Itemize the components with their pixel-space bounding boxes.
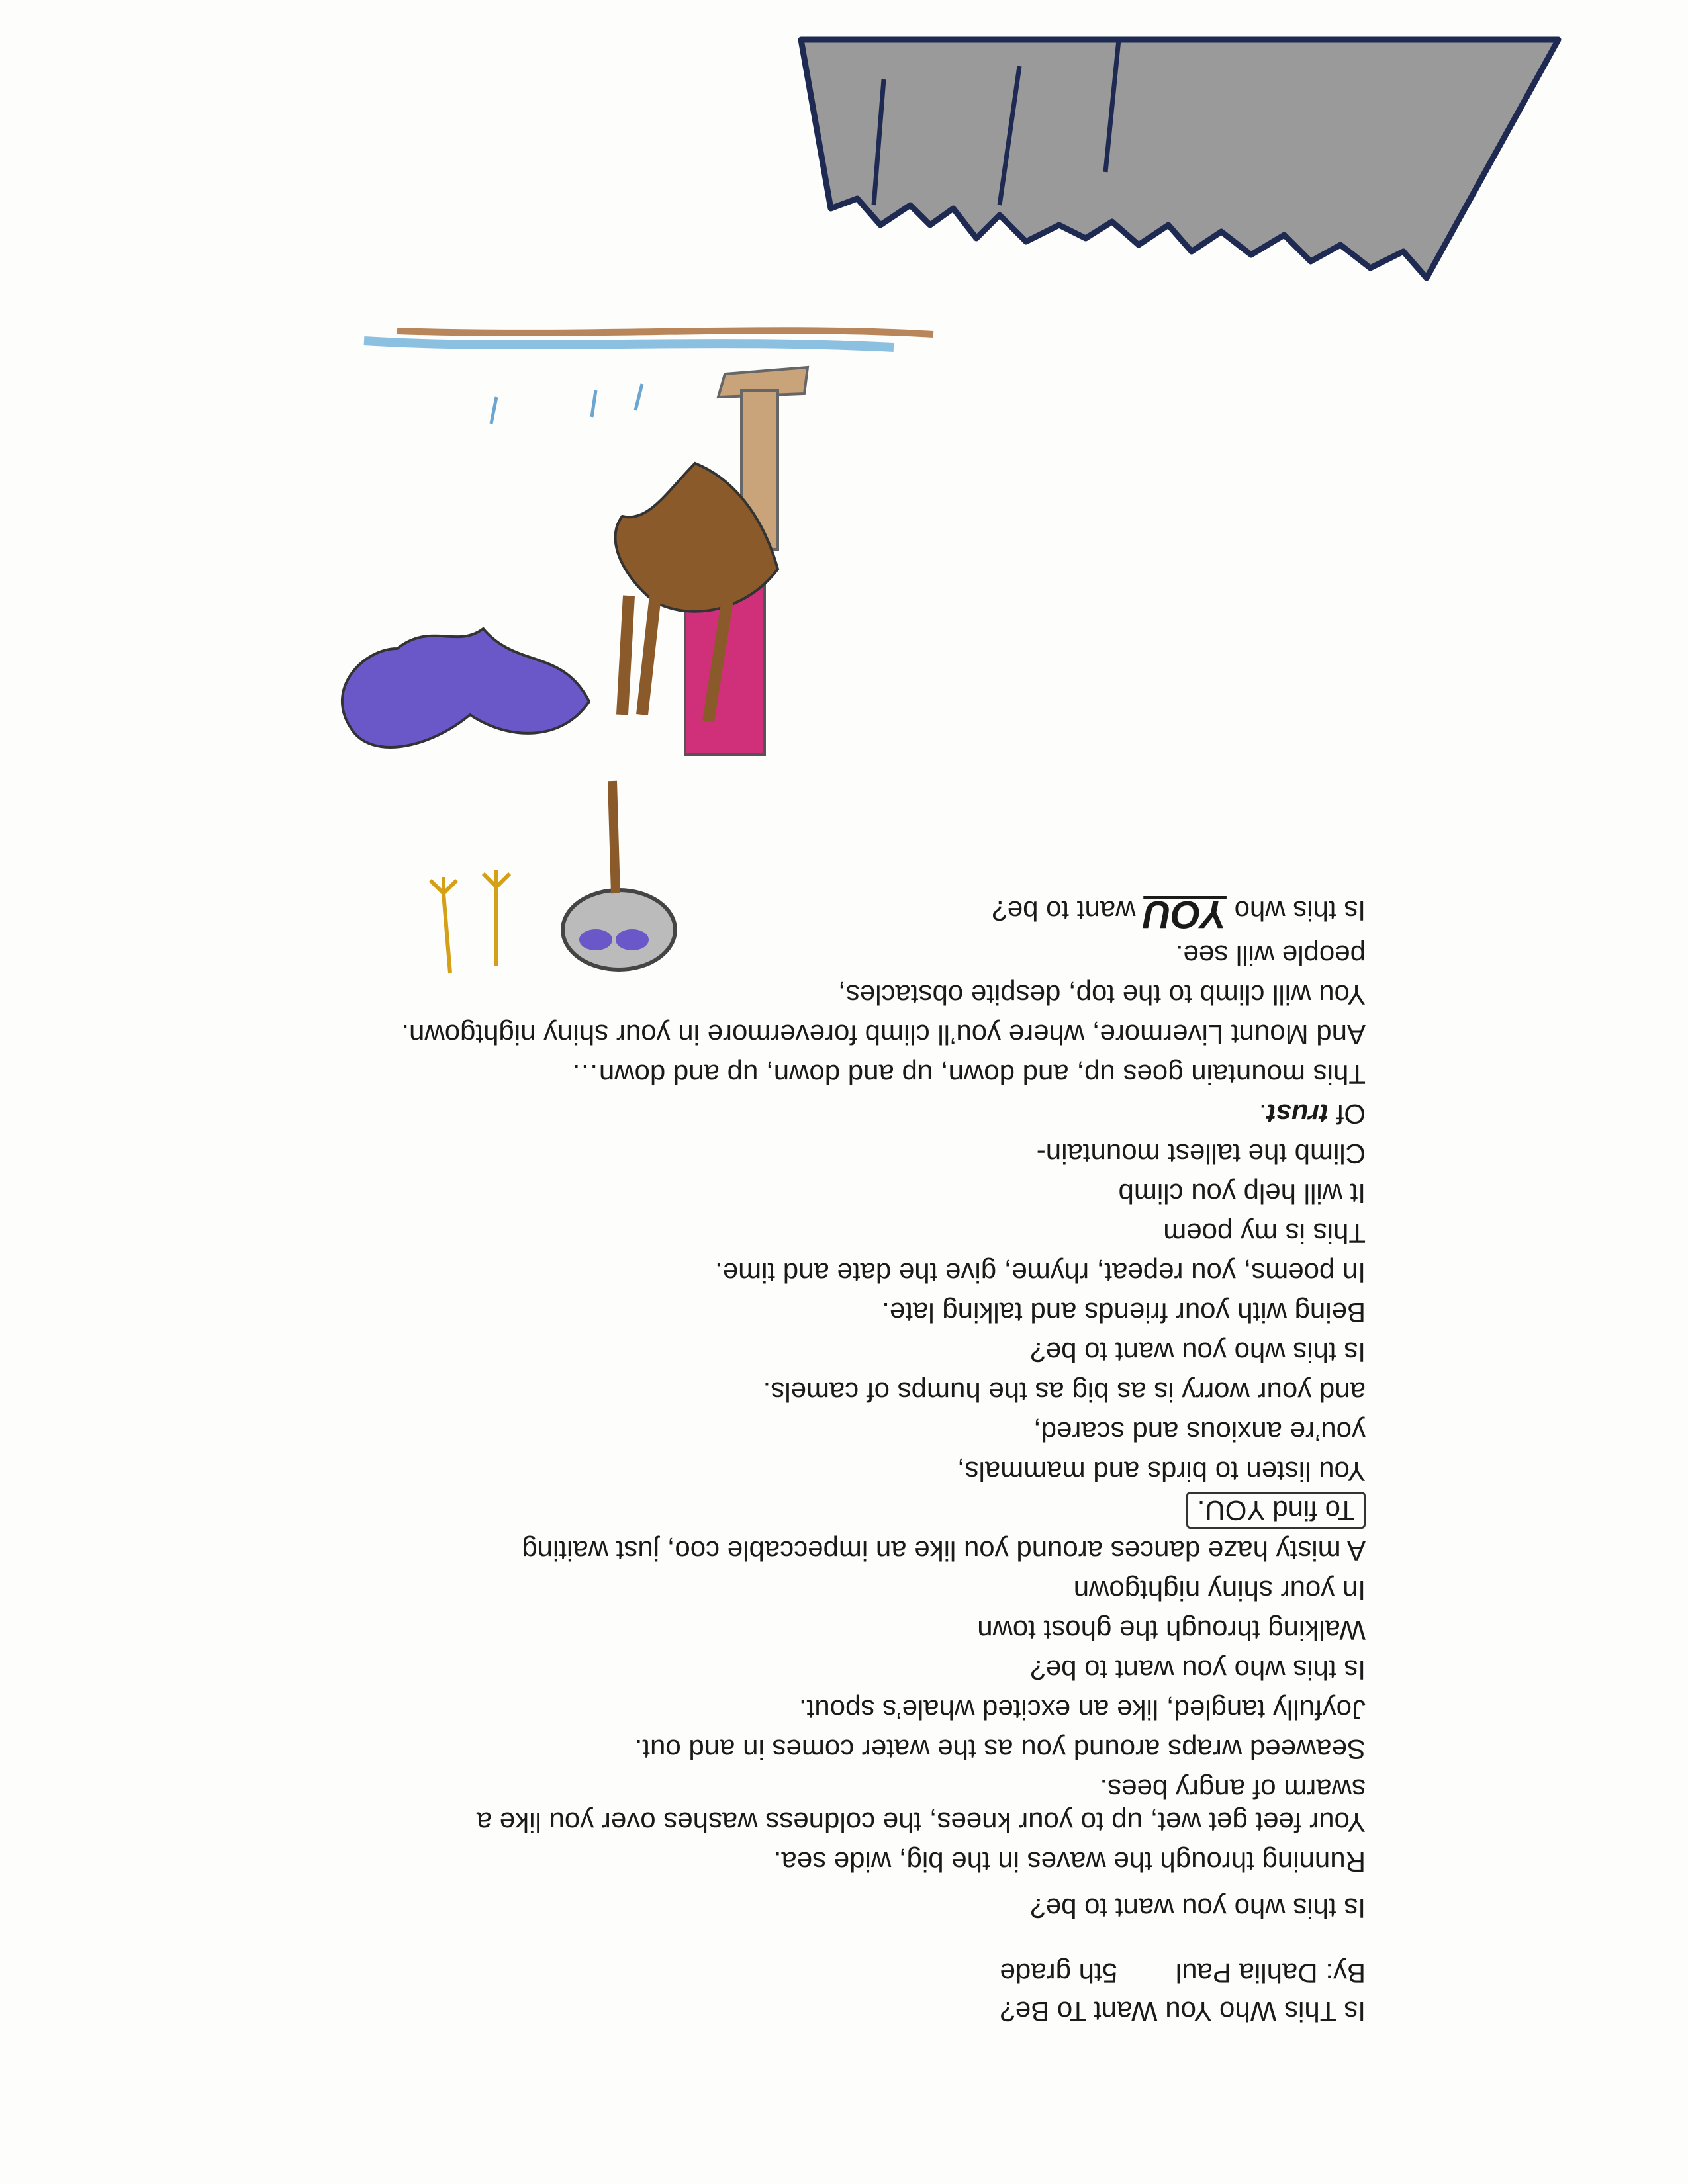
poem-line: This is my poem bbox=[1163, 1218, 1366, 1249]
poem-line-of-trust bbox=[1259, 1100, 1366, 1128]
of-word: Of bbox=[1336, 1099, 1366, 1130]
birds-nest-drawing bbox=[563, 781, 675, 970]
poem-line: It will help you climb bbox=[1118, 1178, 1366, 1209]
poem-line: This mountain goes up, and down, up and down, up and down… bbox=[571, 1059, 1366, 1090]
final-line-start: Is this who bbox=[1234, 895, 1366, 927]
poem-line: A misty haze dances around you like an impeccable coo, just waiting bbox=[522, 1535, 1366, 1567]
ground-drawing bbox=[364, 330, 933, 424]
poem-byline: By: Dahlia Paul bbox=[1175, 1958, 1366, 1989]
poem-line: In poems, you repeat, rhyme, give the date and time. bbox=[715, 1257, 1366, 1289]
final-line-end: want to be? bbox=[992, 895, 1136, 927]
poem-title: Is This Who You Want To Be? bbox=[1000, 1996, 1366, 2027]
poem-line: Is this who you want to be? bbox=[1030, 1655, 1366, 1686]
poem-line: you’re anxious and scared, bbox=[1033, 1416, 1366, 1447]
poem-line: Joyfully tangled, like an excited whale’s spout. bbox=[798, 1694, 1366, 1725]
trust-period: . bbox=[1258, 1099, 1267, 1130]
trust-word: trust bbox=[1266, 1099, 1329, 1130]
you-emphasis: YOU bbox=[1143, 893, 1227, 936]
poem-line: You will climb to the top, despite obstacles, bbox=[838, 979, 1366, 1011]
poem-line: Walking through the ghost town bbox=[977, 1615, 1366, 1646]
poem-line: Is this who you want to be? bbox=[1030, 1893, 1366, 1924]
poem-line: In your shiny nightgown bbox=[1073, 1575, 1366, 1606]
poem-line: Climb the tallest mountain- bbox=[1036, 1138, 1366, 1169]
poem-line: people will see. bbox=[1175, 940, 1366, 971]
poem-line: Your feet get wet, up to your knees, the coldness washes over you like a bbox=[476, 1807, 1366, 1838]
chicks-drawing bbox=[430, 870, 510, 973]
poem-line: Seaweed wraps around you as the water comes in and out. bbox=[634, 1734, 1366, 1765]
poem-line: Running through the waves in the big, wide sea. bbox=[773, 1846, 1366, 1878]
poem-grade: 5th grade bbox=[1000, 1958, 1117, 1989]
poem-line: swarm of angry bees. bbox=[1100, 1774, 1366, 1805]
poem-line: Is this who you want to be? bbox=[1030, 1337, 1366, 1368]
mountain-drawing bbox=[801, 40, 1558, 278]
poem-line: And Mount Livermore, where you’ll climb forevermore in your shiny nightgown. bbox=[401, 1019, 1366, 1050]
poem-line-boxed: To find YOU. bbox=[1186, 1492, 1366, 1529]
poem-final-line bbox=[992, 893, 1366, 936]
poem-line: You listen to birds and mammals, bbox=[957, 1456, 1366, 1487]
poem-line: Being with your friends and talking late. bbox=[882, 1297, 1366, 1328]
blanket-drawing bbox=[342, 629, 589, 747]
poem-line: and your worry is as big as the humps of camels. bbox=[763, 1377, 1366, 1408]
